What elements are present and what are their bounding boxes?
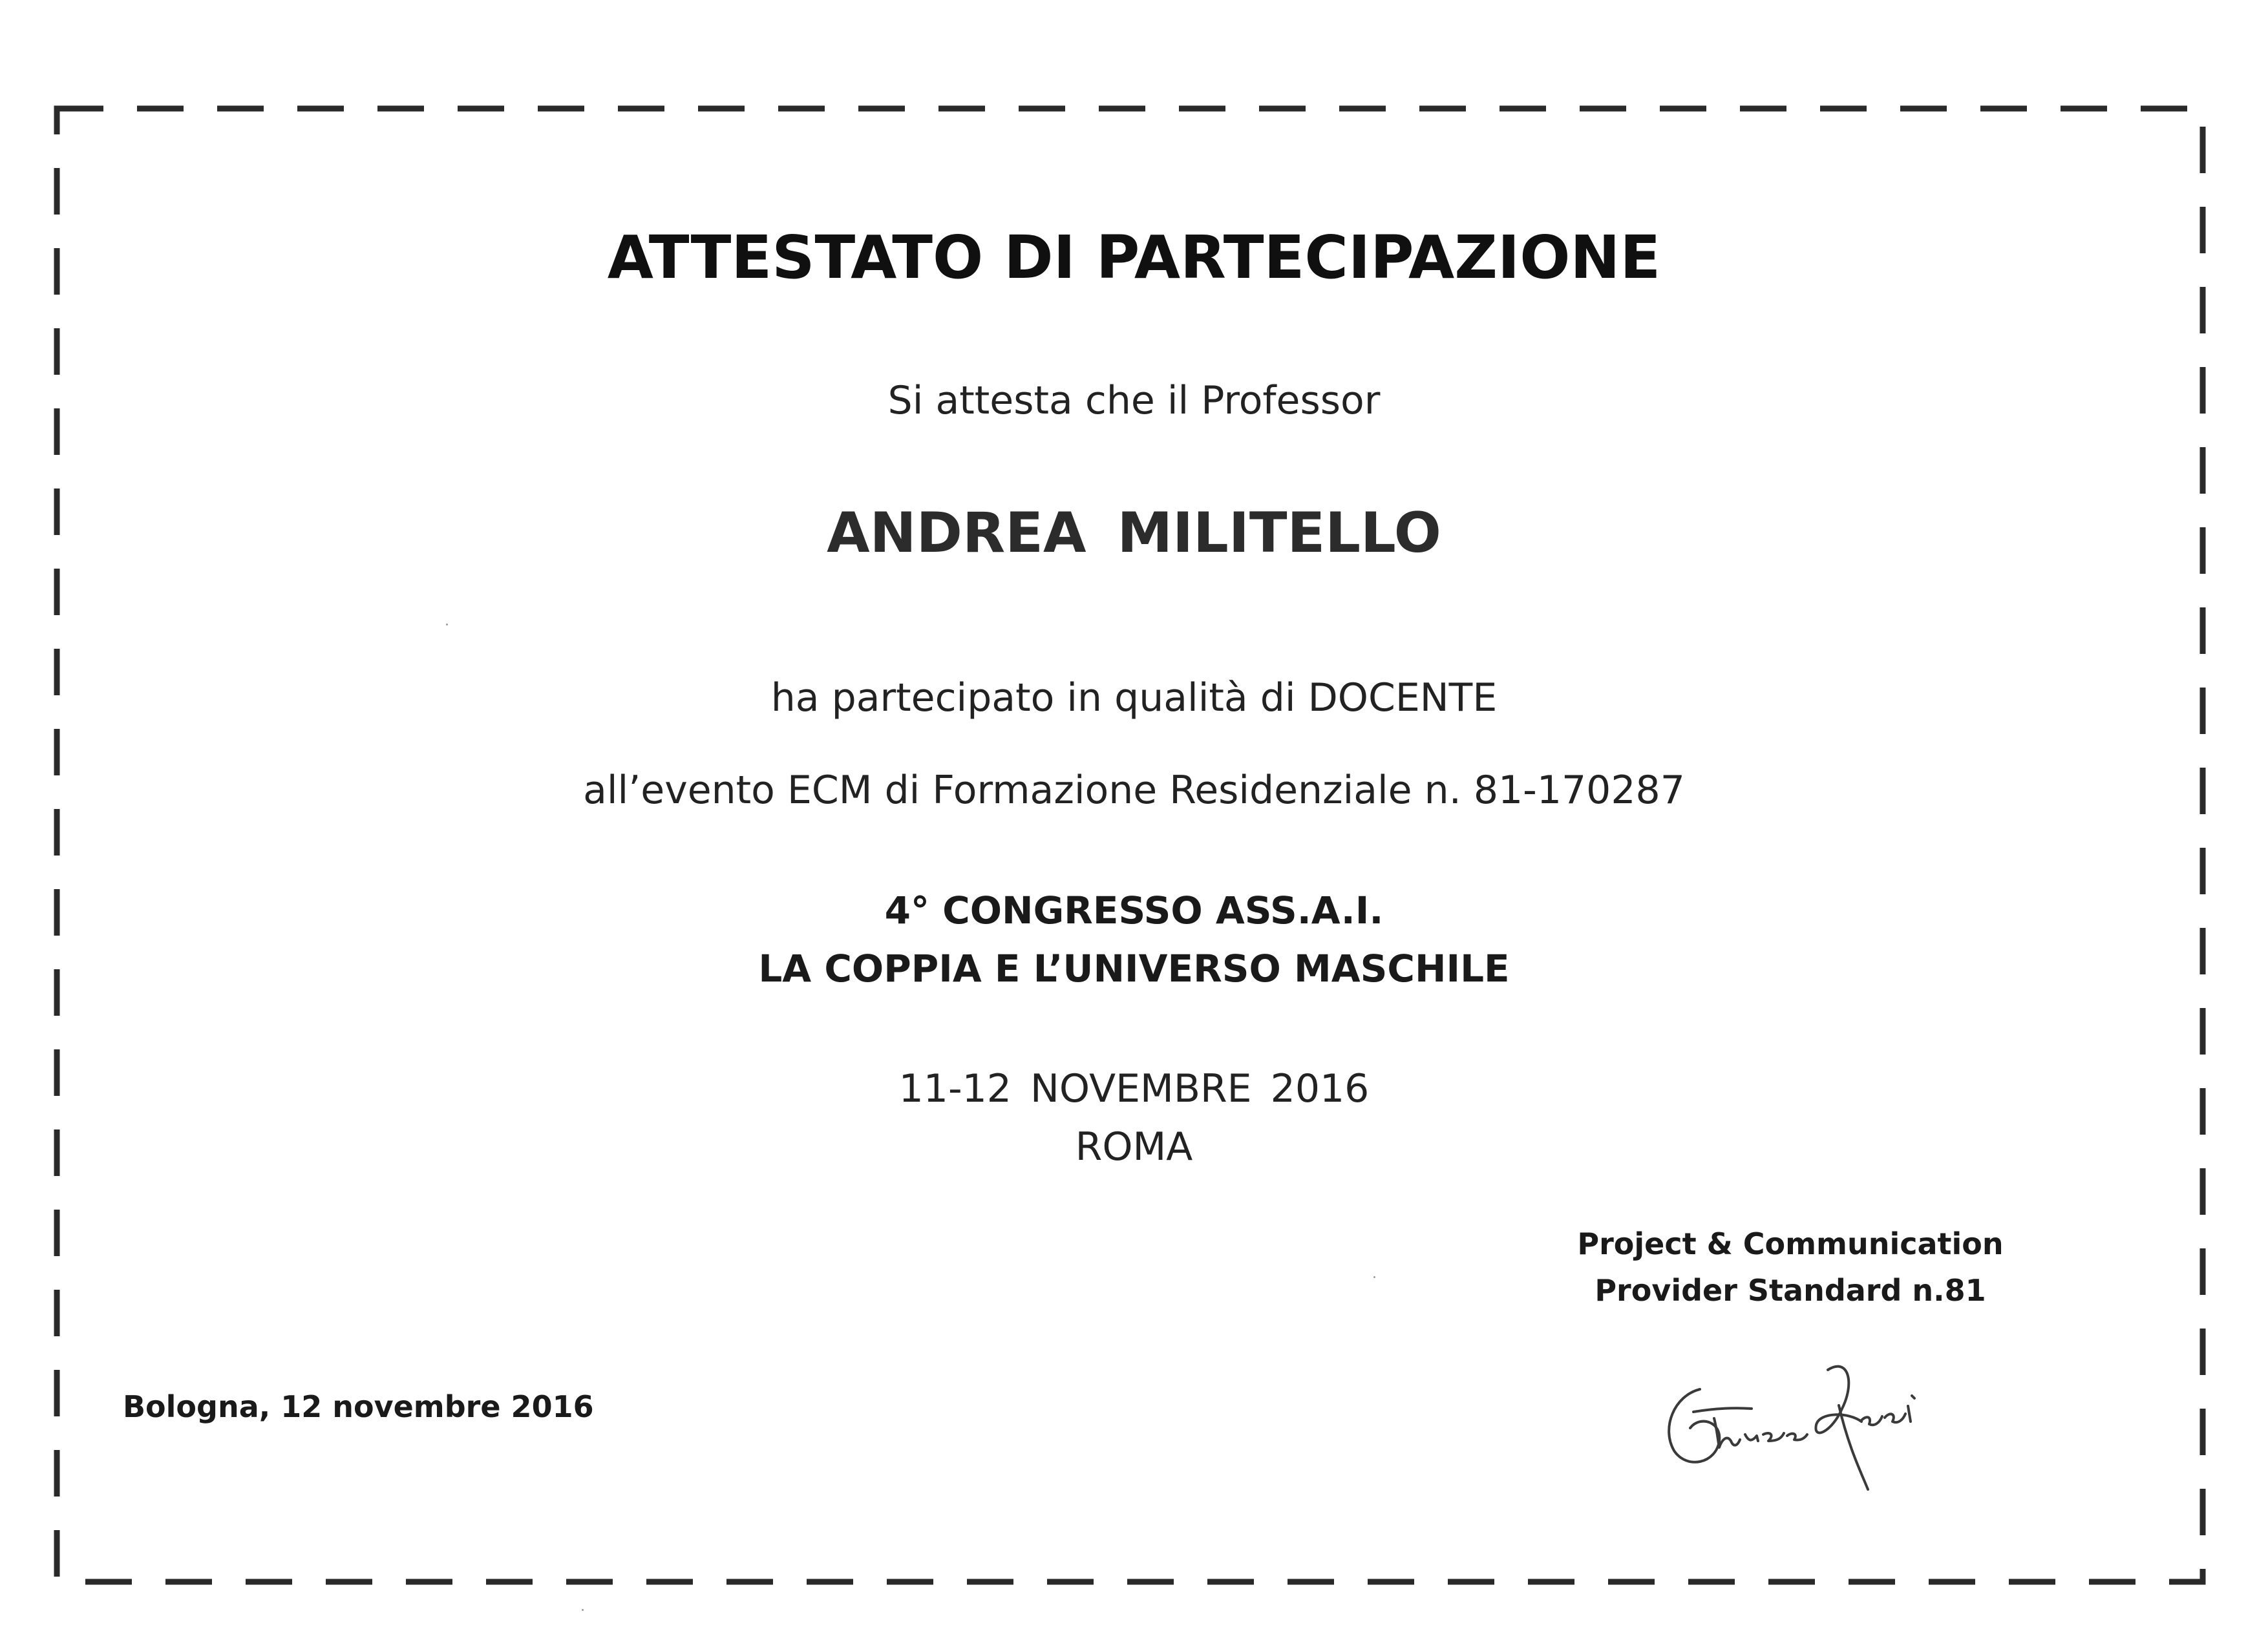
recipient-name: ANDREA MILITELLO <box>827 501 1441 565</box>
scan-speck <box>582 1609 584 1611</box>
provider-name: Project & Communication <box>1577 1226 2004 1261</box>
provider-standard: Provider Standard n.81 <box>1595 1273 1986 1308</box>
event-dates: 11-12 NOVEMBRE 2016 <box>898 1066 1370 1111</box>
event-city: ROMA <box>1075 1124 1193 1170</box>
role-line: ha partecipato in qualità di DOCENTE <box>770 675 1498 720</box>
scan-speck <box>446 624 448 625</box>
congress-title-line-2: LA COPPIA E L’UNIVERSO MASCHILE <box>758 947 1510 991</box>
issue-place-date: Bologna, 12 novembre 2016 <box>123 1389 594 1424</box>
scan-speck <box>1373 1276 1375 1278</box>
congress-title-line-1: 4° CONGRESSO ASS.A.I. <box>884 888 1384 932</box>
attest-line: Si attesta che il Professor <box>887 378 1381 423</box>
certificate-title: ATTESTATO DI PARTECIPAZIONE <box>607 223 1661 292</box>
event-line: all’evento ECM di Formazione Residenziale n. 81-170287 <box>583 768 1685 813</box>
signature-icon <box>1655 1344 1926 1493</box>
